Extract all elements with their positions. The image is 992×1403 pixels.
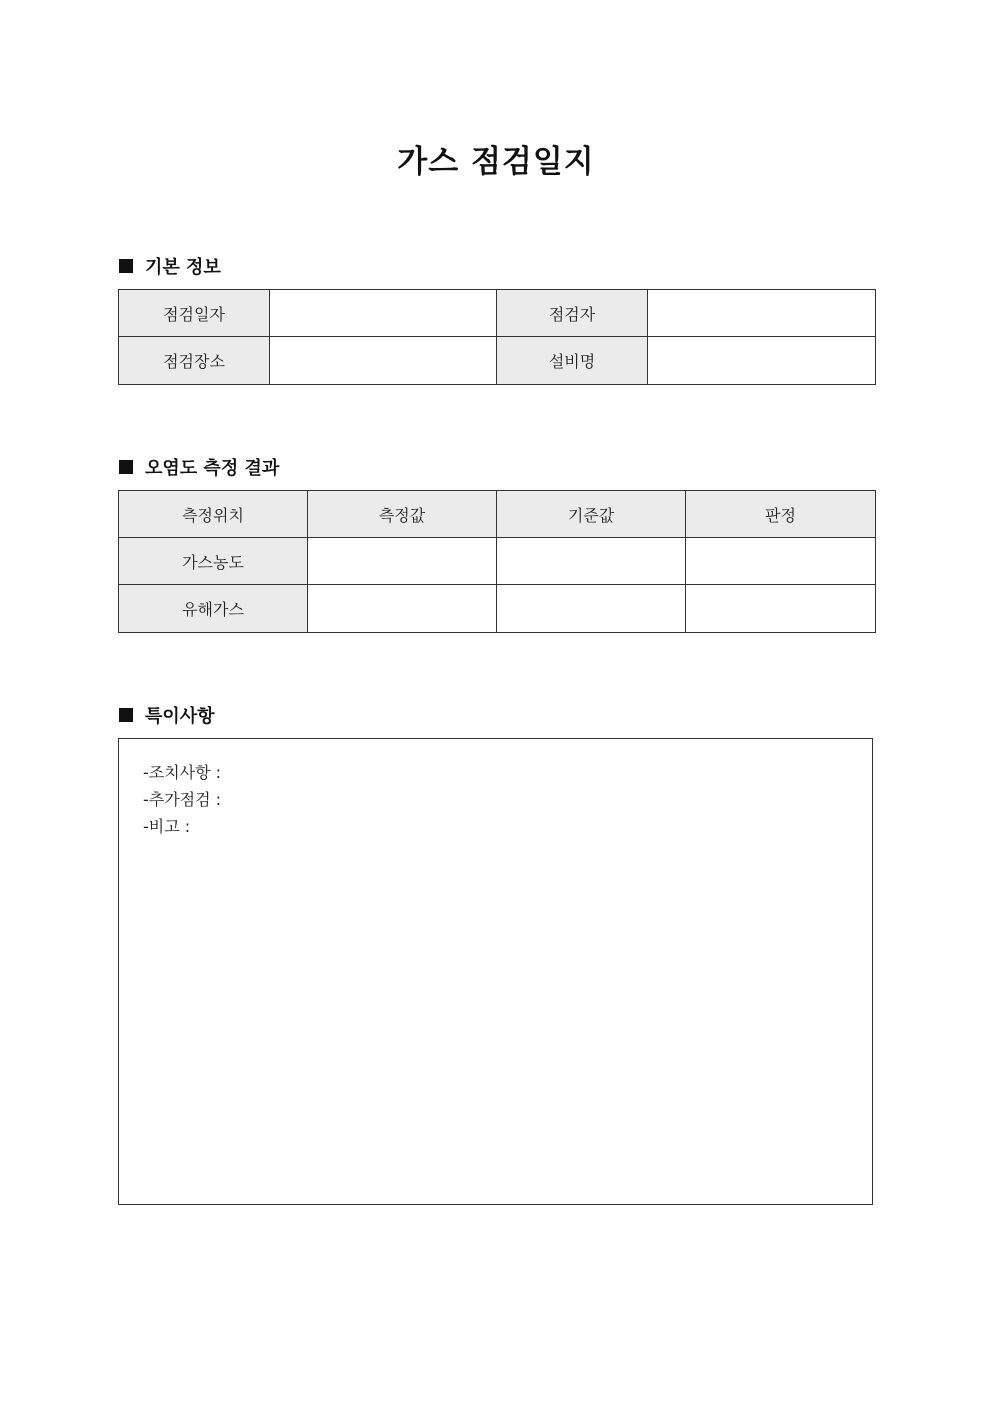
harmful-gas-judgment-field[interactable] xyxy=(686,585,876,633)
equipment-name-field[interactable] xyxy=(648,337,876,385)
inspection-date-field[interactable] xyxy=(270,290,497,337)
header-judgment: 판정 xyxy=(686,491,876,538)
table-header-row xyxy=(119,491,876,538)
row-label-gas-concentration: 가스농도 xyxy=(119,538,308,585)
header-measured-value: 측정값 xyxy=(308,491,497,538)
basic-info-table xyxy=(118,289,876,385)
table-row xyxy=(119,585,876,633)
square-bullet-icon xyxy=(119,708,133,722)
square-bullet-icon xyxy=(119,460,133,474)
remarks-line-additional-inspection: -추가점검 : xyxy=(143,790,222,809)
square-bullet-icon xyxy=(119,259,133,273)
section-heading-label: 특이사항 xyxy=(145,706,215,727)
remarks-line-note: -비고 : xyxy=(143,817,191,836)
page-title: 가스 점검일지 xyxy=(397,144,595,180)
label-inspection-location: 점검장소 xyxy=(119,337,270,385)
section-heading-measurement xyxy=(119,454,279,480)
gas-concentration-judgment-field[interactable] xyxy=(686,538,876,585)
remarks-text-area[interactable] xyxy=(118,738,873,1205)
gas-concentration-measured-field[interactable] xyxy=(308,538,497,585)
section-heading-label: 기본 정보 xyxy=(145,257,221,278)
section-heading-remarks xyxy=(119,702,215,728)
section-heading-basic-info xyxy=(119,253,221,279)
harmful-gas-measured-field[interactable] xyxy=(308,585,497,633)
section-heading-label: 오염도 측정 결과 xyxy=(145,458,280,479)
label-equipment-name: 설비명 xyxy=(497,337,648,385)
gas-concentration-reference-field[interactable] xyxy=(497,538,686,585)
header-reference-value: 기준값 xyxy=(497,491,686,538)
label-inspection-date: 점검일자 xyxy=(119,290,270,337)
row-label-harmful-gas: 유해가스 xyxy=(119,585,308,633)
table-row xyxy=(119,337,876,385)
table-row xyxy=(119,290,876,337)
inspection-location-field[interactable] xyxy=(270,337,497,385)
remarks-line-action-taken: -조치사항 : xyxy=(143,763,222,782)
header-measurement-location: 측정위치 xyxy=(119,491,308,538)
harmful-gas-reference-field[interactable] xyxy=(497,585,686,633)
inspector-field[interactable] xyxy=(648,290,876,337)
label-inspector: 점검자 xyxy=(497,290,648,337)
table-row xyxy=(119,538,876,585)
measurement-table xyxy=(118,490,876,633)
